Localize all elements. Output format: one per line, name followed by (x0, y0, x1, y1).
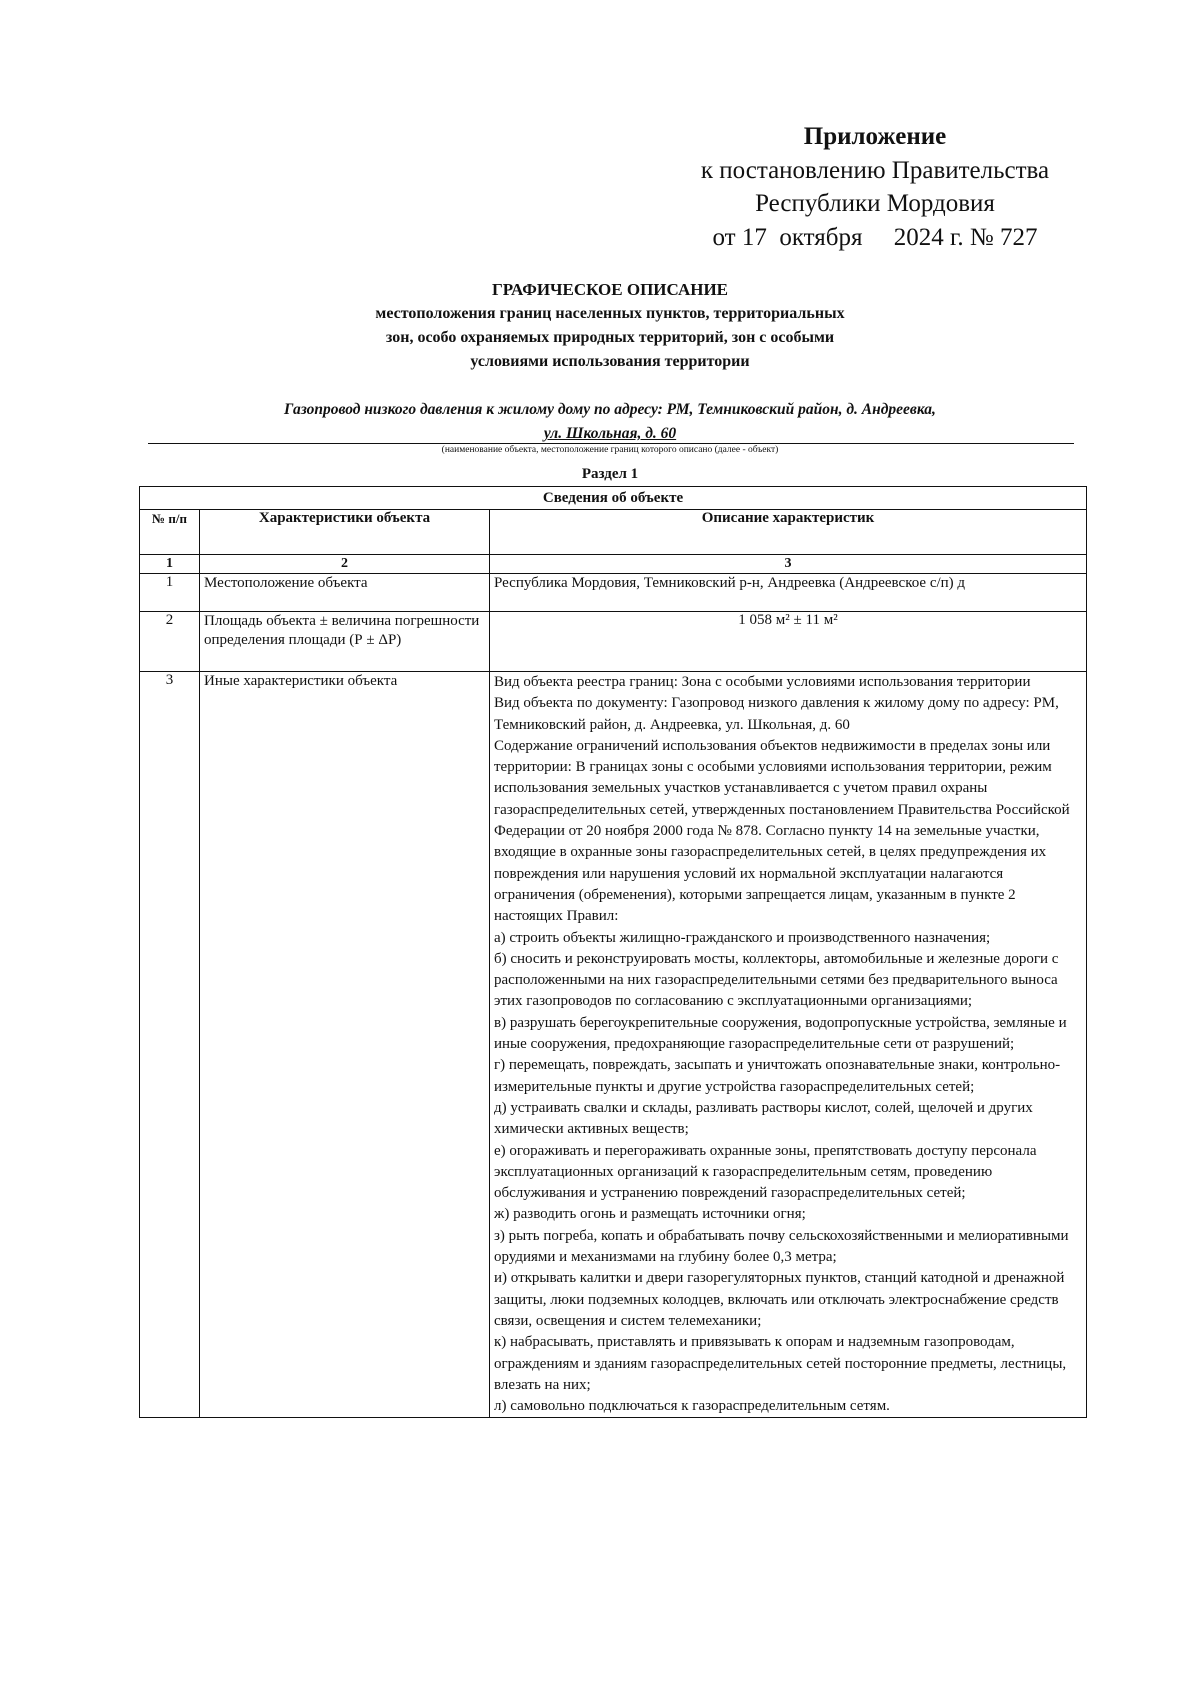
description-paragraph: д) устраивать свалки и склады, разливать растворы кислот, солей, щелочей и других химически активных веществ; (494, 1099, 1033, 1138)
row-description: Республика Мордовия, Темниковский р-н, Андреевка (Андреевское с/п) д (490, 574, 1087, 612)
document-title-line-3: условиями использования территории (470, 353, 750, 370)
table-row (140, 672, 1087, 1418)
description-paragraph: к) набрасывать, приставлять и привязывать к опорам и надземным газопроводам, ограждениям и зданиям газораспределительных сетей посторонние предметы, лестницы, влезать на них; (494, 1334, 1067, 1393)
document-title-line-2: зон, особо охраняемых природных территорий, зон с особыми (385, 329, 835, 346)
row-characteristic: Площадь объекта ± величина погрешности определения площади (Р ± ΔР) (200, 612, 490, 672)
header-description: Описание характеристик (490, 510, 1087, 555)
row-description (490, 672, 1087, 1418)
description-paragraph: л) самовольно подключаться к газораспределительным сетям. (494, 1398, 890, 1415)
description-paragraph: Вид объекта реестра границ: Зона с особыми условиями использования территории (494, 674, 1031, 690)
row-description: 1 058 м² ± 11 м² (490, 612, 1087, 672)
appendix-line-1: к постановлению Правительства (700, 157, 1050, 184)
description-paragraph: и) открывать калитки и двери газорегуляторных пунктов, станций катодной и дренажной защиты, люки подземных колодцев, включать или отключать электроснабжение средств связи, освещения и систем телемеханики; (494, 1270, 1065, 1329)
description-paragraph: е) огораживать и перегораживать охранные зоны, препятствовать доступу персонала эксплуатационных организаций к газораспределительным сетям, проведению обслуживания и устранению повреждений газораспределительных сетей; (494, 1142, 1037, 1202)
table-caption: Сведения об объекте (140, 487, 1087, 510)
appendix-line-2: Республики Мордовия (755, 190, 995, 217)
appendix-header (660, 120, 1090, 256)
column-number-3: 3 (490, 555, 1087, 574)
document-title (140, 278, 1080, 374)
row-number: 3 (140, 672, 200, 1418)
appendix-title: Приложение (803, 123, 947, 150)
document-title-line-1: местоположения границ населенных пунктов, территориальных (375, 305, 845, 322)
column-number-2: 2 (200, 555, 490, 574)
description-paragraph: ж) разводить огонь и размещать источники огня; (494, 1206, 806, 1223)
row-characteristic: Иные характеристики объекта (200, 672, 490, 1418)
object-name-caption: (наименование объекта, местоположение границ которого описано (далее - объект) (441, 445, 779, 455)
table-row (140, 574, 1087, 612)
document-title-main: ГРАФИЧЕСКОЕ ОПИСАНИЕ (491, 280, 729, 299)
table-row (140, 612, 1087, 672)
description-paragraph: з) рыть погреба, копать и обрабатывать почву сельскохозяйственными и мелиоративными орудиями и механизмами на глубину более 0,3 метра; (494, 1227, 1069, 1266)
object-name (140, 398, 1080, 446)
description-paragraph: г) перемещать, повреждать, засыпать и уничтожать опознавательные знаки, контрольно-измерительные пункты и другие устройства газораспределительных сетей; (494, 1057, 1061, 1095)
row-number: 1 (140, 574, 200, 612)
column-number-1: 1 (140, 555, 200, 574)
object-info-table (139, 486, 1087, 1418)
appendix-date: от 17 октября 2024 г. № 727 (712, 224, 1038, 251)
description-paragraph: а) строить объекты жилищно-гражданского и производственного назначения; (494, 929, 991, 946)
description-paragraph: б) сносить и реконструировать мосты, коллекторы, автомобильные и железные дороги с расположенными на них газораспределительными сетями без предварительного выноса этих газопроводов по согласованию с эксплуатационными организациями; (494, 950, 1059, 1010)
description-paragraph: в) разрушать берегоукрепительные сооружения, водопропускные устройства, земляные и иные сооружения, предохраняющие газораспределительные сети от разрушений; (494, 1014, 1067, 1053)
object-name-line-1: Газопровод низкого давления к жилому дому по адресу: РМ, Темниковский район, д. Андреевка, (284, 401, 936, 418)
section-label: Раздел 1 (581, 466, 639, 482)
row-characteristic: Местоположение объекта (200, 574, 490, 612)
header-characteristic: Характеристики объекта (200, 510, 490, 555)
description-paragraph: Вид объекта по документу: Газопровод низкого давления к жилому дому по адресу: РМ, Темниковский район, д. Андреевка, ул. Школьная, д. 60 (494, 695, 1059, 733)
object-name-line-2: ул. Школьная, д. 60 (543, 425, 677, 442)
header-number: № п/п (140, 510, 200, 555)
description-paragraph: Содержание ограничений использования объектов недвижимости в пределах зоны или территории: В границах зоны с особыми условиями использования территории, режим использования земельных участков устанавливается с учетом правил охраны газораспределительных сетей, утвержденных постановлением Правительства Российской Федерации от 20 ноября 2000 года № 878. Согласно пункту 14 на земельные участки, входящие в охранные зоны газораспределительных сетей, в целях предупреждения их повреждения или нарушения условий их нормальной эксплуатации налагаются ограничения (обременения), которыми запрещается лицам, указанным в пункте 2 настоящих Правил: (494, 737, 1070, 925)
row-number: 2 (140, 612, 200, 672)
